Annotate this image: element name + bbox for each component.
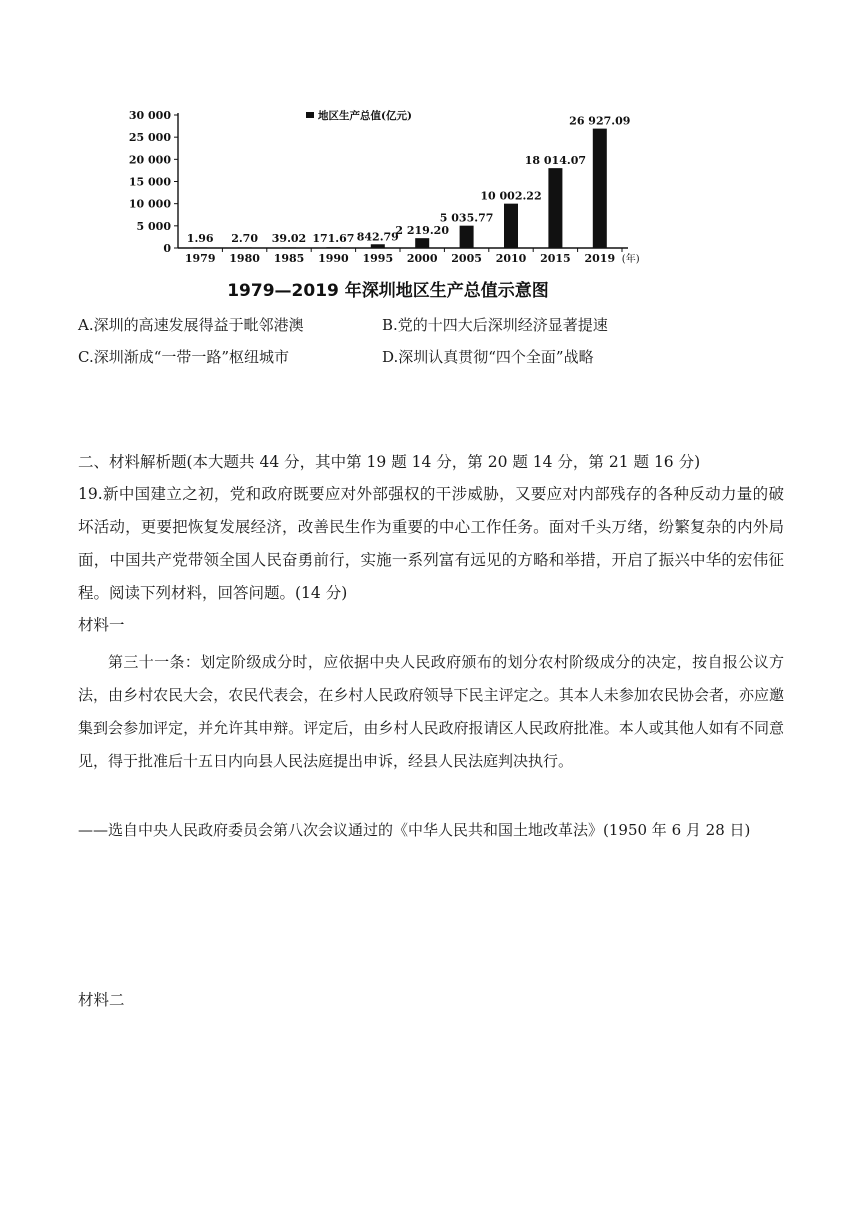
x-tick-label: 2005 [451, 252, 482, 265]
bar-1985 [282, 247, 296, 248]
x-axis-unit: (年) [621, 254, 640, 265]
section-heading: 二、材料解析题(本大题共 44 分，其中第 19 题 14 分，第 20 题 14 分，第 21 题 16 分) [78, 453, 701, 471]
x-tick-label: 1980 [229, 252, 260, 265]
x-axis-ticks [185, 248, 622, 265]
y-tick-label: 20 000 [128, 153, 171, 167]
option-b[interactable]: B.党的十四大后深圳经济显著提速 [382, 316, 608, 334]
bar-value-label: 10 002.22 [480, 189, 542, 203]
bar-2019 [593, 129, 607, 248]
bar-value-label: 171.67 [312, 232, 355, 245]
question-19-text: 19.新中国建立之初，党和政府既要应对外部强权的干涉威胁，又要应对内部残存的各种反动力量的破坏活动，更要把恢复发展经济，改善民生作为重要的中心工作任务。面对千头万绪，纷繁复杂的内外局面，中国共产党带领全国人民奋勇前行，实施一系列富有远见的方略和举措，开启了振兴中华的宏伟征程。阅读下列材料，回答问题。(14 分) [78, 485, 784, 602]
legend-label: 地区生产总值(亿元) [318, 110, 412, 122]
y-tick-label: 10 000 [128, 197, 171, 211]
x-tick-label: 2015 [540, 252, 571, 265]
legend-swatch [306, 112, 314, 118]
option-d[interactable]: D.深圳认真贯彻“四个全面”战略 [382, 348, 594, 366]
material-2-label: 材料二 [78, 991, 125, 1009]
bar-2015 [548, 168, 562, 248]
bar-1995 [371, 244, 385, 248]
material-1-body: 第三十一条：划定阶级成分时，应依据中央人民政府颁布的划分农村阶级成分的决定，按自报公议方法，由乡村农民大会，农民代表会，在乡村人民政府领导下民主评定之。其本人未参加农民协会者，亦应邀集到会参加评定，并允许其申辩。评定后，由乡村人民政府报请区人民政府批准。本人或其他人如有不同意见，得于批准后十五日内向县人民法庭提出申诉，经县人民法庭判决执行。 [78, 653, 784, 770]
x-tick-label: 1995 [362, 252, 394, 265]
bar-value-label: 26 927.09 [569, 114, 631, 128]
y-tick-label: 5 000 [136, 219, 171, 233]
bar-value-label: 1.96 [186, 232, 214, 245]
chart-title: 1979—2019 年深圳地区生产总值示意图 [227, 281, 549, 301]
bar-value-label: 39.02 [271, 232, 307, 245]
bar-2000 [415, 238, 429, 248]
bar-1990 [326, 247, 340, 248]
x-tick-label: 1985 [273, 252, 305, 265]
option-c[interactable]: C.深圳渐成“一带一路”枢纽城市 [78, 348, 290, 366]
x-tick-label: 2010 [495, 252, 527, 265]
bar-value-label: 842.79 [356, 230, 399, 244]
x-tick-label: 1990 [318, 252, 349, 265]
material-1-label: 材料一 [78, 616, 125, 634]
bar-value-labels [187, 115, 631, 245]
y-tick-label: 0 [163, 242, 171, 255]
y-tick-label: 30 000 [128, 109, 171, 122]
bar-value-label: 5 035.77 [439, 211, 494, 225]
x-tick-label: 2019 [584, 252, 616, 265]
option-a[interactable]: A.深圳的高速发展得益于毗邻港澳 [78, 316, 304, 334]
option-row-2 [78, 346, 798, 370]
y-tick-label: 15 000 [128, 175, 171, 189]
bar-2010 [504, 204, 518, 248]
bar-2005 [460, 226, 474, 248]
bar-value-label: 2.70 [231, 232, 258, 245]
y-tick-label: 25 000 [128, 131, 171, 145]
bar-value-label: 2 219.20 [395, 224, 449, 238]
x-tick-label: 1979 [184, 252, 216, 265]
option-row-1 [78, 314, 798, 338]
gdp-bar-chart [110, 100, 670, 305]
gdp-chart-svg [110, 100, 670, 305]
x-tick-label: 2000 [406, 252, 438, 265]
material-1-source: ——选自中央人民政府委员会第八次会议通过的《中华人民共和国土地改革法》(1950 年 6 月 28 日) [78, 821, 751, 839]
y-axis-ticks [129, 109, 178, 255]
bar-1980 [238, 247, 252, 248]
bar-value-label: 18 014.07 [524, 154, 587, 168]
bar-1979 [193, 247, 207, 248]
chart-legend [306, 109, 412, 122]
